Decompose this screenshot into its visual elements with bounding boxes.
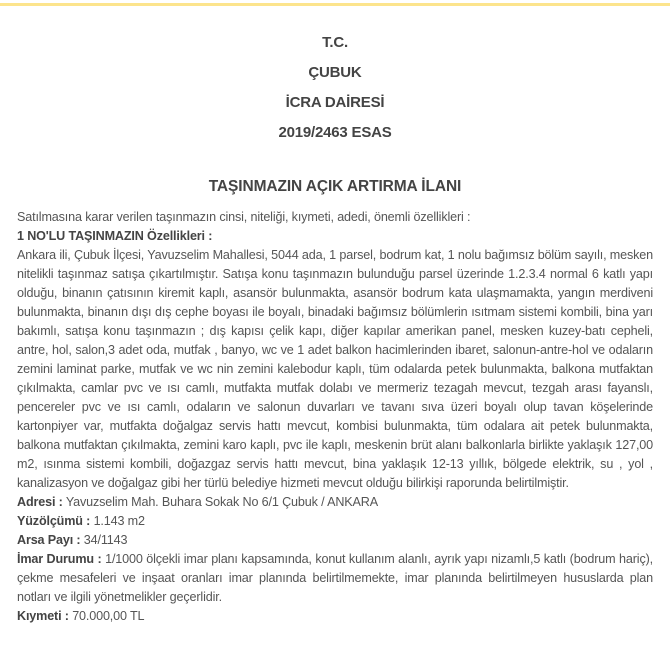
field-value: 70.000,00 TL — [68, 609, 145, 623]
notice-title: TAŞINMAZIN AÇIK ARTIRMA İLANI — [208, 178, 462, 195]
field-land-share — [17, 531, 653, 550]
field-label: Yüzölçümü : — [17, 514, 91, 528]
property-description: Ankara ili, Çubuk İlçesi, Yavuzselim Mahallesi, 5044 ada, 1 parsel, bodrum kat, 1 nolu bağımsız bölüm sayılı, mesken nitelikli taşınmaz satışa çıkartılmıştır. Satışa konu taşınmazın bulunduğu parsel üzerinde 1.2.3.4 normal 6 katlı yapı olduğu, binanın çatısının kiremit kaplı, asansör bulunmakta, asansör bodrum kata ulaşmamakta, yangın merdiveni bulunmakta, binanın dışı dış cephe boyası ile boyalı, binadaki bağımsız bölümlerin ısıtmam sistemi kombili, bina yarı bakımlı, satışa konu taşınmazın ; dış kapısı çelik kapı, diğer kapılar amerikan panel, mesken kuzey-batı cepheli, antre, hol, salon,3 adet oda, mutfak , banyo, wc ve 1 adet balkon hacimlerinden ibaret, salonun-antre-hol ve odaların zemini laminat parke, mutfak ve wc nin zemini kalebodur kaplı, tüm odalarda petek bulunmakta, balkona mutfaktan çıkılmakta, camlar pvc ve ısı camlı, mutfakta mutfak dolabı ve mermeriz tezagah mevcut, tezgah arası fayanslı, pencereler pvc ve ısı camlı, odaların ve salonun duvarları ve tavanı sıva üzeri boyalı olup tavan köşelerinde kartonpiyer var, mutfakta doğalgaz servis hattı mevcut, kombisi bulunmakta, tüm odalara ait petek bulunmakta, balkona mutfaktan çıkılmakta, zemini karo kaplı, pvc ile kaplı, meskenin brüt alanı balkonlarla birlikte yaklaşık 127,00 m2, ısınma sistemi kombili, doğazgaz servis hattı mevcut, bina yaklaşık 12-13 yıllık, bölgede elektrik, su , yol , kanalizasyon ve doğalgaz gibi her türlü belediye hizmeti mevcut olduğu bilirkişi raporunda belirtilmiştir. — [17, 248, 653, 490]
field-zoning-status — [17, 550, 653, 607]
field-label: Arsa Payı : — [17, 533, 81, 547]
field-label: İmar Durumu : — [17, 552, 102, 566]
field-value: 1.143 m2 — [90, 514, 145, 528]
top-accent-bar — [0, 3, 670, 6]
field-value-estimate — [17, 607, 653, 626]
property-heading: 1 NO'LU TAŞINMAZIN Özellikleri : — [17, 229, 213, 243]
field-value: 34/1143 — [80, 533, 128, 547]
field-address — [17, 493, 653, 512]
header-case-number: 2019/2463 ESAS — [278, 124, 392, 141]
field-value: 1/1000 ölçekli imar planı kapsamında, konut kullanım alanlı, ayrık yapı nizamlı,5 katlı (bodrum hariç), çekme mesafeleri ve inşaat oranları imar planında belirtilmemekte, imar planında belirtilmeyen hususlarda plan notları ve ilgili yönetmelikler geçerlidir. — [17, 552, 653, 604]
field-label: Kıymeti : — [17, 609, 69, 623]
header-office: İCRA DAİRESİ — [285, 94, 385, 111]
header-district: ÇUBUK — [308, 64, 362, 81]
document-header — [0, 32, 670, 152]
notice-body — [17, 208, 653, 626]
field-label: Adresi : — [17, 495, 63, 509]
field-value: Yavuzselim Mah. Buhara Sokak No 6/1 Çubuk / ANKARA — [62, 495, 378, 509]
intro-text: Satılmasına karar verilen taşınmazın cinsi, niteliği, kıymeti, adedi, önemli özellikleri : — [17, 210, 471, 224]
field-area — [17, 512, 653, 531]
header-state: T.C. — [322, 34, 348, 51]
